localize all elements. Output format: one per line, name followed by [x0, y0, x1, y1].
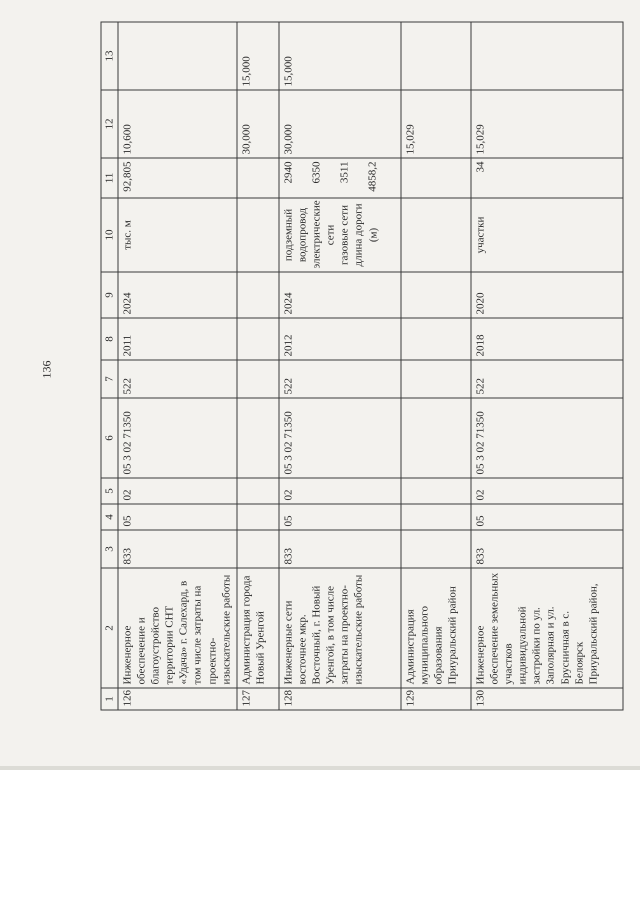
column-header: 1 — [101, 688, 118, 710]
cell-amount-a: 30,000 — [237, 90, 279, 158]
cell-amount-b: 15,000 — [279, 22, 401, 90]
cell-start-year: 2018 — [471, 318, 623, 360]
cell-start-year: 2011 — [118, 318, 237, 360]
table-row — [471, 22, 623, 710]
cell-capacity: 92,805 — [118, 158, 237, 198]
cell-amount-b — [471, 22, 623, 90]
cell-end-year: 2024 — [118, 272, 237, 318]
column-header: 9 — [101, 272, 118, 318]
cell-section — [237, 504, 279, 530]
scan-margin — [0, 770, 640, 905]
cell-amount-a: 30,000 — [279, 90, 401, 158]
column-header: 7 — [101, 360, 118, 398]
cell-ministry-code: 833 — [471, 530, 623, 568]
table-row — [237, 22, 279, 710]
cell-name: Инженерные сети восточнее мкр. Восточный, г. Новый Уренгой, в том числе затраты на проектно-изыскательские работы — [279, 568, 401, 688]
cell-section: 05 — [118, 504, 237, 530]
row-number: 130 — [471, 688, 623, 710]
cell-end-year — [237, 272, 279, 318]
cell-start-year — [401, 318, 471, 360]
data-table — [100, 21, 623, 710]
row-number: 126 — [118, 688, 237, 710]
unit-item: подземный водопровод — [282, 207, 309, 262]
column-header: 13 — [101, 22, 118, 90]
cell-start-year: 2012 — [279, 318, 401, 360]
cell-end-year — [401, 272, 471, 318]
cell-subsection — [401, 478, 471, 504]
cell-ministry-code: 833 — [279, 530, 401, 568]
column-header: 5 — [101, 478, 118, 504]
cell-capacity — [237, 158, 279, 198]
cell-unit — [237, 198, 279, 272]
row-number: 127 — [237, 688, 279, 710]
cell-name: Инженерное обеспечение и благоустройство территории СНТ «Удача» г. Салехард, в том числе затраты на проектно-изыскательские работы — [118, 568, 237, 688]
cell-target-article — [401, 398, 471, 478]
column-header: 3 — [101, 530, 118, 568]
cell-amount-a: 15,029 — [471, 90, 623, 158]
cell-expense-type: 522 — [279, 360, 401, 398]
unit-item: газовые сети — [338, 204, 351, 265]
row-number: 128 — [279, 688, 401, 710]
cell-expense-type: 522 — [118, 360, 237, 398]
table-row — [279, 22, 401, 710]
capacity-item: 2940 — [282, 161, 295, 183]
cell-subsection — [237, 478, 279, 504]
cell-unit: участки — [471, 198, 623, 272]
cell-target-article: 05 3 02 71350 — [471, 398, 623, 478]
cell-capacity — [401, 158, 471, 198]
cell-amount-a: 15,029 — [401, 90, 471, 158]
cell-amount-b — [118, 22, 237, 90]
cell-expense-type: 522 — [471, 360, 623, 398]
cell-section: 05 — [471, 504, 623, 530]
unit-item: электрические сети — [310, 199, 337, 268]
cell-target-article: 05 3 02 71350 — [118, 398, 237, 478]
cell-end-year: 2024 — [279, 272, 401, 318]
column-header: 12 — [101, 90, 118, 158]
unit-item: длина дороги (м) — [352, 203, 379, 266]
cell-subsection: 02 — [118, 478, 237, 504]
cell-unit-list — [279, 198, 401, 272]
table-header-row — [101, 22, 118, 710]
column-header: 10 — [101, 198, 118, 272]
rotated-table-wrapper — [100, 22, 621, 710]
column-header: 4 — [101, 504, 118, 530]
row-number: 129 — [401, 688, 471, 710]
cell-name: Администрация города Новый Уренгой — [237, 568, 279, 688]
table-row — [118, 22, 237, 710]
cell-capacity: 34 — [471, 158, 623, 198]
column-header: 11 — [101, 158, 118, 198]
cell-capacity-list — [279, 158, 401, 198]
capacity-item: 3511 — [338, 161, 351, 183]
cell-target-article: 05 3 02 71350 — [279, 398, 401, 478]
cell-section — [401, 504, 471, 530]
cell-unit — [401, 198, 471, 272]
capacity-item: 4858,2 — [366, 161, 379, 192]
column-header: 6 — [101, 398, 118, 478]
cell-amount-b — [401, 22, 471, 90]
cell-ministry-code — [237, 530, 279, 568]
cell-start-year — [237, 318, 279, 360]
page-number: 136 — [39, 360, 54, 379]
column-header: 8 — [101, 318, 118, 360]
cell-amount-a: 10,600 — [118, 90, 237, 158]
column-header: 2 — [101, 568, 118, 688]
capacity-item: 6350 — [310, 161, 323, 183]
cell-expense-type — [401, 360, 471, 398]
cell-expense-type — [237, 360, 279, 398]
cell-subsection: 02 — [279, 478, 401, 504]
cell-end-year: 2020 — [471, 272, 623, 318]
table-row — [401, 22, 471, 710]
cell-unit: тыс. м — [118, 198, 237, 272]
cell-name: Администрация муниципального образования Приуральский район — [401, 568, 471, 688]
cell-subsection: 02 — [471, 478, 623, 504]
cell-target-article — [237, 398, 279, 478]
cell-section: 05 — [279, 504, 401, 530]
cell-ministry-code — [401, 530, 471, 568]
cell-amount-b: 15,000 — [237, 22, 279, 90]
cell-name: Инженерное обеспечение земельных участков индивидуальной застройки по ул. Заполярная и ул. Брусничная в с. Белоярск Приуральский район, — [471, 568, 623, 688]
cell-ministry-code: 833 — [118, 530, 237, 568]
